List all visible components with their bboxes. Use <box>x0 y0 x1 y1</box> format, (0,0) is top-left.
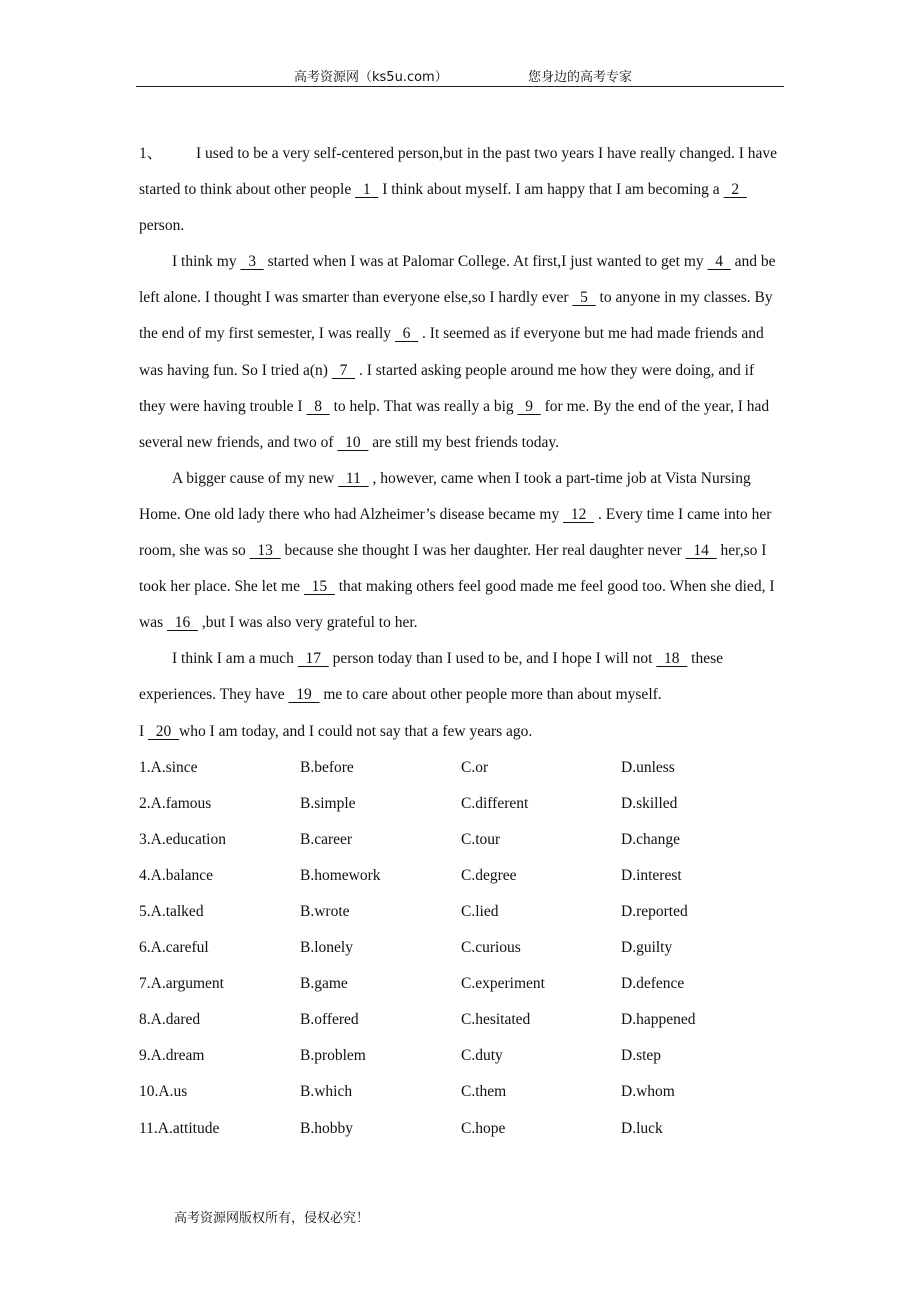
option-b: B.game <box>300 975 348 993</box>
option-c: C.hesitated <box>461 1011 531 1029</box>
blank-12: 12 <box>563 505 595 523</box>
option-b: B.hobby <box>300 1119 353 1137</box>
blank-7: 7 <box>331 361 356 379</box>
passage-paragraph-4 <box>139 641 784 713</box>
option-row <box>139 822 784 858</box>
passage-text: ,but I was also very grateful to her. <box>197 614 418 632</box>
option-row <box>139 1074 784 1110</box>
passage-text: . Every time I came into her room, she was so <box>139 505 772 560</box>
option-a: 8.A.dared <box>139 1011 201 1029</box>
passage-text: I used to be a very self-centered person,but in the past two years I have really changed. I have started to think about other people <box>139 145 778 199</box>
blank-17: 17 <box>297 650 329 668</box>
option-a: 3.A.education <box>139 830 226 848</box>
passage-text: for me. By the end of the year, I had several new friends, and two of <box>139 397 770 451</box>
option-a: 6.A.careful <box>139 939 209 957</box>
question-number: 1、 <box>139 145 163 162</box>
blank-16: 16 <box>166 614 198 632</box>
option-a: 1.A.since <box>139 758 198 776</box>
passage-text: and be left alone. I thought I was smarter than everyone else,so I hardly ever <box>139 253 776 307</box>
passage-text: I <box>139 722 149 740</box>
option-b: B.simple <box>300 794 356 812</box>
header-slogan: 您身边的高考专家 <box>528 70 633 85</box>
passage-paragraph-2 <box>139 244 784 461</box>
passage-text: started when I was at Palomar College. At first,I just wanted to get my <box>263 253 708 271</box>
option-a: 7.A.argument <box>139 975 224 993</box>
cloze-test <box>139 136 784 1147</box>
option-c: C.different <box>461 794 529 812</box>
option-d: D.luck <box>621 1119 663 1137</box>
blank-1: 1 <box>355 181 379 199</box>
blank-8: 8 <box>306 397 330 415</box>
option-d: D.guilty <box>621 939 673 957</box>
option-d: D.whom <box>621 1083 675 1101</box>
passage-text: these experiences. They have <box>139 650 724 704</box>
passage-text: who I am today, and I could not say that a few years ago. <box>179 722 533 740</box>
blank-9: 9 <box>517 397 541 415</box>
passage-text: person today than I used to be, and I hope I will not <box>328 650 657 668</box>
passage-text: are still my best friends today. <box>368 433 559 451</box>
blank-6: 6 <box>394 325 419 343</box>
blank-15: 15 <box>303 578 335 596</box>
passage-paragraph-1 <box>139 136 784 244</box>
option-c: C.curious <box>461 939 521 957</box>
option-row <box>139 1038 784 1074</box>
option-d: D.step <box>621 1047 662 1065</box>
passage-text: A bigger cause of my new <box>172 469 339 487</box>
blank-14: 14 <box>685 542 717 560</box>
option-d: D.skilled <box>621 794 678 812</box>
passage-text: because she thought I was her daughter. Her real daughter never <box>280 542 686 560</box>
passage-text: me to care about other people more than about myself. <box>319 686 662 704</box>
option-a: 10.A.us <box>139 1083 188 1101</box>
passage-text: I think I am a much <box>172 650 298 668</box>
option-b: B.which <box>300 1083 353 1101</box>
passage-text: to help. That was really a big <box>329 397 518 415</box>
passage-text: to anyone in my classes. By the end of my first semester, I was really <box>139 289 773 343</box>
blank-4: 4 <box>707 253 731 271</box>
option-c: C.degree <box>461 866 517 884</box>
option-a: 4.A.balance <box>139 866 214 884</box>
option-b: B.lonely <box>300 939 353 957</box>
passage-paragraph-5 <box>139 714 784 750</box>
passage-text: person. <box>139 217 185 235</box>
blank-13: 13 <box>249 542 281 560</box>
blank-20: 20 <box>148 722 180 740</box>
option-b: B.homework <box>300 866 381 884</box>
blank-3: 3 <box>240 253 264 271</box>
option-a: 2.A.famous <box>139 794 212 812</box>
blank-19: 19 <box>288 686 320 704</box>
option-a: 9.A.dream <box>139 1047 205 1065</box>
passage-text: I think about myself. I am happy that I am becoming a <box>378 181 724 199</box>
option-c: C.tour <box>461 830 501 848</box>
blank-11: 11 <box>338 469 369 487</box>
blank-10: 10 <box>337 433 369 451</box>
option-b: B.wrote <box>300 902 350 920</box>
option-row <box>139 930 784 966</box>
option-b: B.career <box>300 830 353 848</box>
option-row <box>139 750 784 786</box>
passage-text: . I started asking people around me how they were doing, and if they were having trouble I <box>139 361 755 415</box>
option-c: C.duty <box>461 1047 503 1065</box>
passage-text: that making others feel good made me feel good too. When she died, I was <box>139 578 775 632</box>
page-footer: 高考资源网版权所有，侵权必究！ <box>174 1211 370 1226</box>
option-row <box>139 1111 784 1147</box>
option-row <box>139 966 784 1002</box>
passage-text: I think my <box>172 253 241 271</box>
passage-paragraph-3 <box>139 461 784 641</box>
passage-text: her,so I took her place. She let me <box>139 542 767 596</box>
header-site-name: 高考资源网（ks5u.com） <box>294 70 448 85</box>
option-b: B.before <box>300 758 354 776</box>
option-c: C.them <box>461 1083 507 1101</box>
options-list <box>139 750 784 1147</box>
option-d: D.defence <box>621 975 685 993</box>
option-d: D.reported <box>621 902 688 920</box>
option-b: B.problem <box>300 1047 366 1065</box>
passage-text: , however, came when I took a part-time job at Vista Nursing Home. One old lady there who had Alzheimer’s disease became my <box>139 469 751 523</box>
option-c: C.hope <box>461 1119 506 1137</box>
option-row <box>139 1002 784 1038</box>
option-d: D.happened <box>621 1011 696 1029</box>
option-c: C.experiment <box>461 975 545 993</box>
passage-text: . It seemed as if everyone but me had made friends and was having fun. So I tried a(n) <box>139 325 764 379</box>
option-b: B.offered <box>300 1011 359 1029</box>
blank-18: 18 <box>656 650 688 668</box>
option-c: C.or <box>461 758 489 776</box>
option-d: D.unless <box>621 758 675 776</box>
option-d: D.change <box>621 830 680 848</box>
option-row <box>139 786 784 822</box>
option-row <box>139 894 784 930</box>
blank-2: 2 <box>723 181 747 199</box>
blank-5: 5 <box>572 289 596 307</box>
option-a: 5.A.talked <box>139 902 204 920</box>
option-d: D.interest <box>621 866 682 884</box>
option-a: 11.A.attitude <box>139 1119 220 1137</box>
option-row <box>139 858 784 894</box>
option-c: C.lied <box>461 902 499 920</box>
page-header <box>136 64 784 87</box>
